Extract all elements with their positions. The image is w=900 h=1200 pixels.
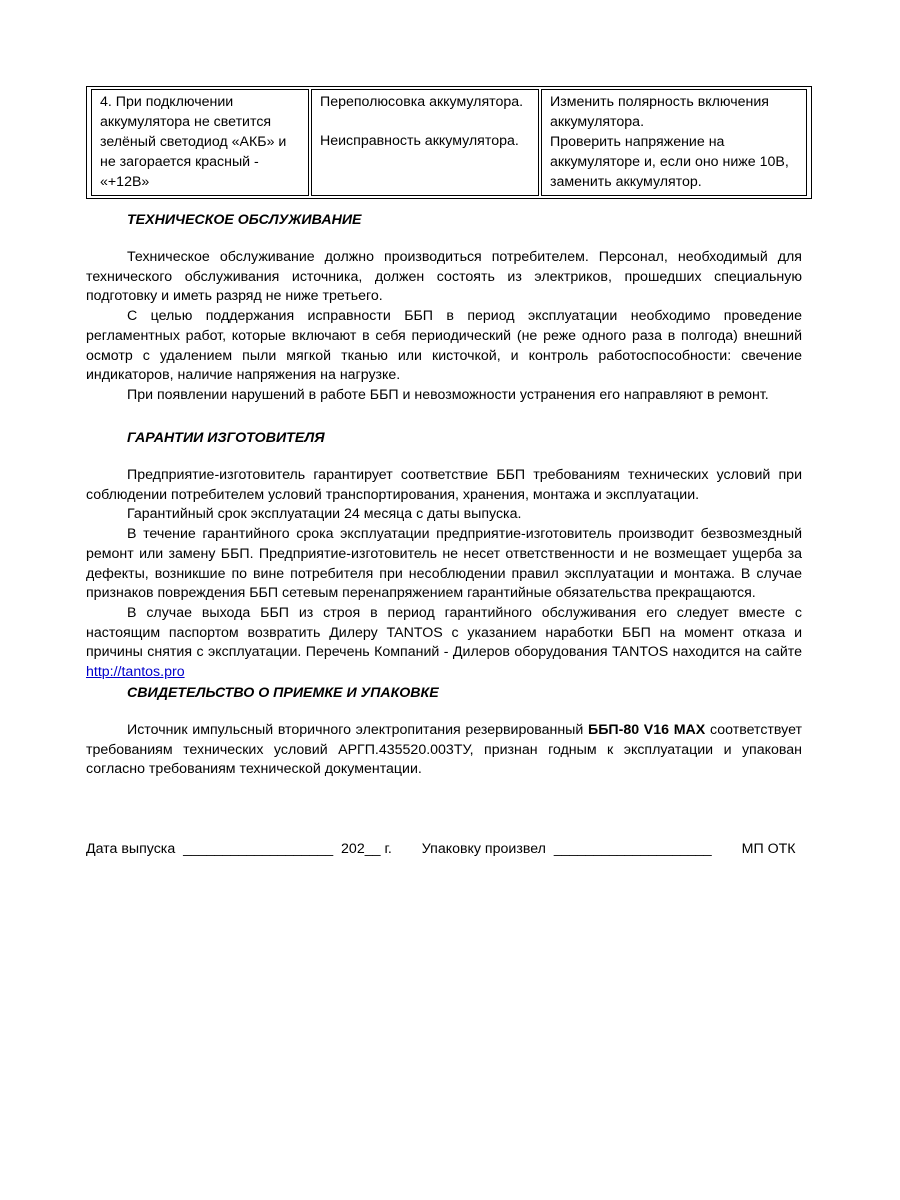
cause-cell [311,89,539,196]
warranty-heading: ГАРАНТИИ ИЗГОТОВИТЕЛЯ [127,430,325,446]
dealer-link[interactable]: http://tantos.pro [86,664,185,681]
stamp-label: МП ОТК [741,841,796,857]
remedy-cell [541,89,807,196]
paragraph-text: Источник импульсный вторичного электропитания резервированный [127,722,588,738]
packed-by-blank: ____________________ [553,841,712,857]
remedy-item: Проверить напряжение на аккумуляторе и, если оно ниже 10В, заменить аккумулятор. [550,134,789,190]
paragraph [86,604,802,683]
packed-by-label: Упаковку произвел [421,841,546,857]
signature-line [86,839,802,859]
paragraph: Техническое обслуживание должно производиться потребителем. Персонал, необходимый для технического обслуживания источника, должен состоять из электриков, прошедших специальную подготовку и иметь разряд не ниже третьего. [86,249,802,305]
year-field: 202__ г. [341,841,392,857]
cause-item: Неисправность аккумулятора. [320,133,519,149]
maintenance-text [86,248,802,406]
acceptance-heading: СВИДЕТЕЛЬСТВО О ПРИЕМКЕ И УПАКОВКЕ [127,685,439,701]
paragraph-text: В случае выхода ББП из строя в период гарантийного обслуживания его следует вместе с настоящим паспортом возвратить Дилеру TANTOS с указанием наработки ББП на момент отказа и причины снятия с эксплуатации. Перечень Компаний - Дилеров оборудования TANTOS находится на сайте [86,604,802,661]
troubleshooting-table [86,86,812,199]
warranty-text [86,466,802,683]
product-name: ББП-80 V16 MAX [588,722,706,738]
release-date-blank: ___________________ [183,841,334,857]
paragraph: В течение гарантийного срока эксплуатации предприятие-изготовитель производит безвозмездный ремонт или замену ББП. Предприятие-изготовитель не несет ответственности и не возмещает ущерба за дефекты, возникшие по вине потребителя при несоблюдении правил эксплуатации и монтажа. В случае признаков повреждения ББП сетевым перенапряжением гарантийные обязательства прекращаются. [86,526,802,602]
maintenance-heading: ТЕХНИЧЕСКОЕ ОБСЛУЖИВАНИЕ [127,212,362,228]
acceptance-text [86,721,802,780]
paragraph: Гарантийный срок эксплуатации 24 месяца с даты выпуска. [127,506,522,523]
cause-item: Переполюсовка аккумулятора. [320,94,524,110]
remedy-item: Изменить полярность включения аккумулятора. [550,94,769,130]
paragraph [86,721,802,780]
problem-cell: 4. При подключении аккумулятора не светится зелёный светодиод «АКБ» и не загорается красный - «+12В» [91,89,309,196]
paragraph: С целью поддержания исправности ББП в период эксплуатации необходимо проведение регламентных работ, которые включают в себя периодический (не реже одного раза в полгода) внешний осмотр с удалением пыли мягкой тканью или кисточкой, и контроль работоспособности: свечение индикаторов, наличие напряжения на нагрузке. [86,308,802,384]
paragraph: При появлении нарушений в работе ББП и невозможности устранения его направляют в ремонт. [127,386,769,403]
paragraph: Предприятие-изготовитель гарантирует соответствие ББП требованиям технических условий при соблюдении потребителем условий транспортирования, хранения, монтажа и эксплуатации. [86,467,802,503]
release-date-label: Дата выпуска [86,841,176,857]
table-row [91,89,807,196]
paragraph-text: соответствует требованиям технических условий АРГП.435520.003ТУ, признан годным к эксплуатации и упакован согласно требованиям технической документации. [86,722,803,778]
